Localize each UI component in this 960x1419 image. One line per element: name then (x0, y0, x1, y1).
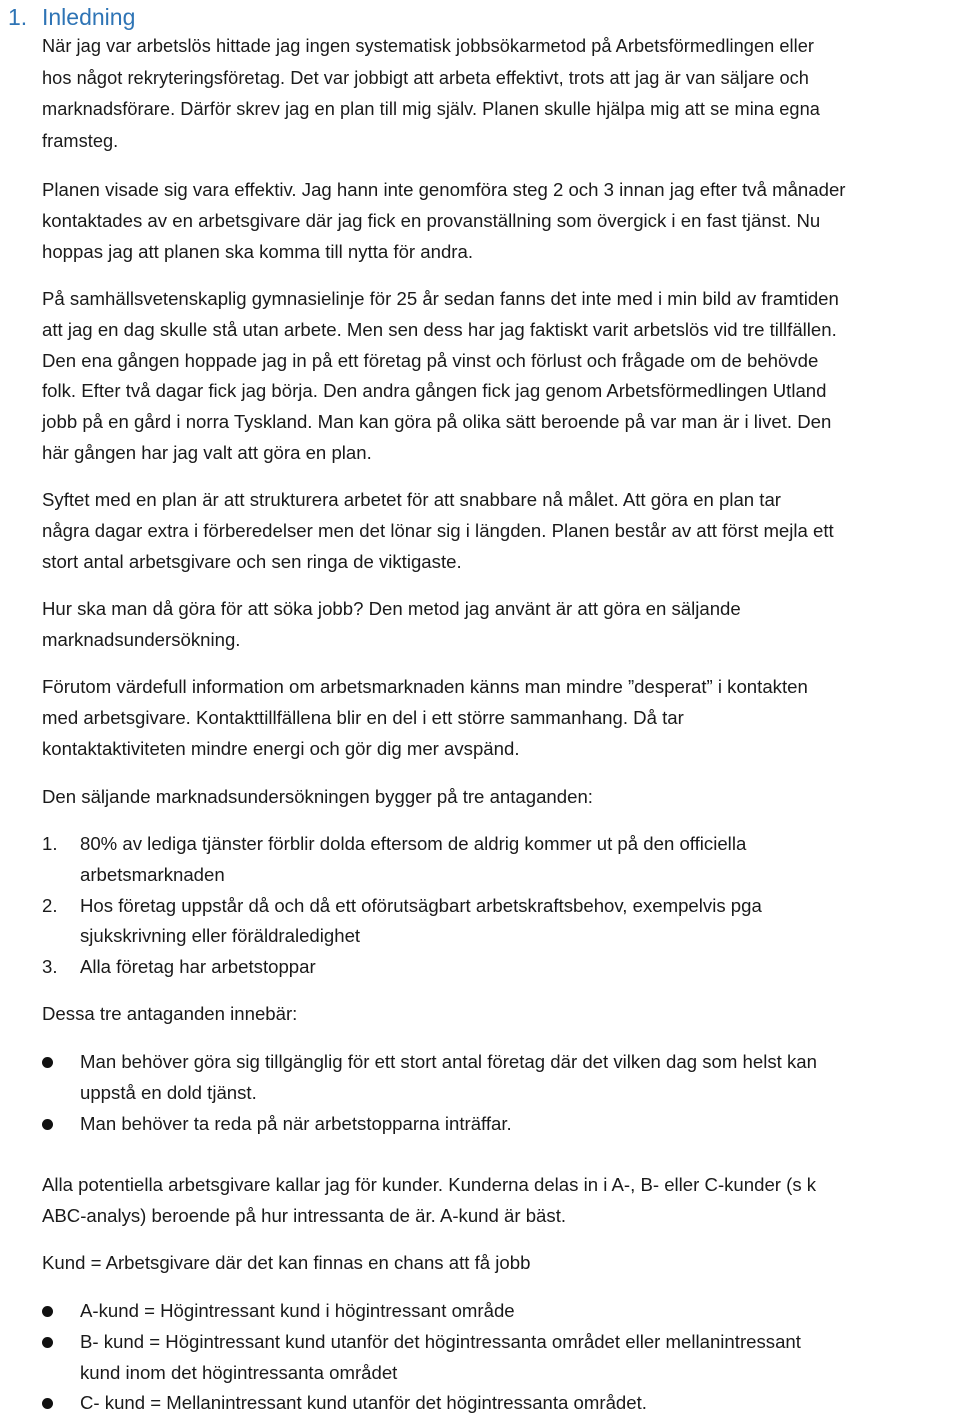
paragraph-purpose (42, 485, 954, 577)
text-line: 80% av lediga tjänster förblir dolda eftersom de aldrig kommer ut på den officiella (80, 833, 747, 854)
text-line: kontaktades av en arbetsgivare där jag fick en provanställning som övergick i en fast tjänst. Nu (42, 209, 821, 231)
list-item (42, 952, 954, 983)
text-line: Hur ska man då göra för att söka jobb? Den metod jag använt är att göra en säljande (42, 598, 741, 619)
heading-number: 1. (8, 4, 28, 30)
text-line: ABC-analys) beroende på hur intressanta de är. A-kund är bäst. (42, 1204, 567, 1226)
text-line: På samhällsvetenskaplig gymnasielinje för 25 år sedan fanns det inte med i min bild av framtiden (42, 288, 839, 309)
text-line: hos något rekryteringsföretag. Det var jobbigt att arbeta effektivt, trots att jag är van säljare och (42, 67, 809, 88)
numbered-list (42, 829, 954, 983)
text-line: några dagar extra i förberedelser men det lönar sig i längden. Planen består av att först mejla ett (42, 519, 834, 541)
text-line: Den säljande marknadsundersökningen bygger på tre antaganden: (42, 786, 593, 807)
paragraph-customers (42, 1170, 954, 1232)
text-line: jobb på en gård i norra Tyskland. Man kan göra på olika sätt beroende på var man är i livet. Den (42, 411, 832, 433)
bullet-list-implications (42, 1047, 954, 1139)
text-line: B- kund = Högintressant kund utanför det högintressanta området eller mellanintressant (80, 1330, 801, 1352)
bullet-icon (42, 1057, 53, 1068)
text-line: Dessa tre antaganden innebär: (42, 1003, 298, 1024)
paragraph-background (42, 284, 954, 469)
text-line: A-kund = Högintressant kund i högintressant område (80, 1300, 515, 1321)
text-line: C- kund = Mellanintressant kund utanför det högintressanta området. (80, 1392, 647, 1414)
list-item (42, 1327, 954, 1389)
text-line: Alla företag har arbetstoppar (80, 956, 316, 978)
text-line: Den ena gången hoppade jag in på ett företag på vinst och förlust och frågade om de behövde (42, 349, 819, 371)
text-line: kontaktaktiviteten mindre energi och gör dig mer avspänd. (42, 737, 520, 759)
text-line: med arbetsgivare. Kontakttillfällena blir en del i ett större sammanhang. Då tar (42, 706, 684, 728)
text-line: kund inom det högintressanta området (80, 1361, 398, 1383)
paragraph-benefits (42, 672, 954, 764)
bullet-icon (42, 1119, 53, 1130)
list-number: 2. (42, 894, 58, 916)
paragraph-implications-intro (42, 999, 954, 1030)
paragraph-assumptions-intro (42, 782, 954, 813)
list-number: 1. (42, 833, 58, 854)
paragraph-effective (42, 175, 954, 267)
text-line: framsteg. (42, 130, 119, 151)
text-line: här gången har jag valt att göra en plan. (42, 441, 372, 463)
section-heading (8, 4, 135, 31)
text-line: Hos företag uppstår då och då ett oförutsägbart arbetskraftsbehov, exempelvis pga (80, 894, 762, 916)
text-line: Planen visade sig vara effektiv. Jag hann inte genomföra steg 2 och 3 innan jag efter två månader (42, 179, 846, 200)
text-line: Man behöver ta reda på när arbetstopparna inträffar. (80, 1112, 512, 1134)
text-line: folk. Efter två dagar fick jag börja. Den andra gången fick jag genom Arbetsförmedlingen Utland (42, 380, 827, 402)
bullet-icon (42, 1337, 53, 1348)
text-line: att jag en dag skulle stå utan arbete. Men sen dess har jag faktiskt varit arbetslös vid tre tillfällen. (42, 318, 837, 340)
text-line: Alla potentiella arbetsgivare kallar jag för kunder. Kunderna delas in i A-, B- eller C-kunder (s k (42, 1174, 817, 1195)
text-line: hoppas jag att planen ska komma till nytta för andra. (42, 240, 473, 262)
text-line: Kund = Arbetsgivare där det kan finnas en chans att få jobb (42, 1252, 531, 1273)
text-line: arbetsmarknaden (80, 863, 225, 885)
bullet-icon (42, 1306, 53, 1317)
list-item (42, 891, 954, 953)
text-line: marknadsförare. Därför skrev jag en plan till mig själv. Planen skulle hjälpa mig att se mina egna (42, 99, 820, 119)
text-line: Man behöver göra sig tillgänglig för ett stort antal företag där det vilken dag som helst kan (80, 1051, 817, 1072)
list-number: 3. (42, 956, 58, 978)
paragraph-intro (42, 31, 954, 157)
list-item (42, 1296, 954, 1327)
text-line: sjukskrivning eller föräldraledighet (80, 925, 361, 947)
bullet-list-customer-types (42, 1296, 954, 1419)
list-item (42, 1047, 954, 1109)
text-line: stort antal arbetsgivare och sen ringa de viktigaste. (42, 550, 462, 572)
text-line: Förutom värdefull information om arbetsmarknaden känns man mindre ”desperat” i kontakten (42, 676, 808, 697)
text-line: marknadsundersökning. (42, 628, 241, 650)
list-item (42, 1388, 954, 1419)
paragraph-customer-definition (42, 1248, 954, 1279)
text-line: Syftet med en plan är att strukturera arbetet för att snabbare nå målet. Att göra en plan tar (42, 489, 782, 510)
heading-title: Inledning (42, 4, 136, 30)
text-line: När jag var arbetslös hittade jag ingen systematisk jobbsökarmetod på Arbetsförmedlingen eller (42, 36, 815, 56)
bullet-icon (42, 1398, 53, 1409)
list-item (42, 1109, 954, 1140)
text-line: uppstå en dold tjänst. (80, 1081, 257, 1103)
list-item (42, 829, 954, 891)
paragraph-method (42, 594, 954, 656)
